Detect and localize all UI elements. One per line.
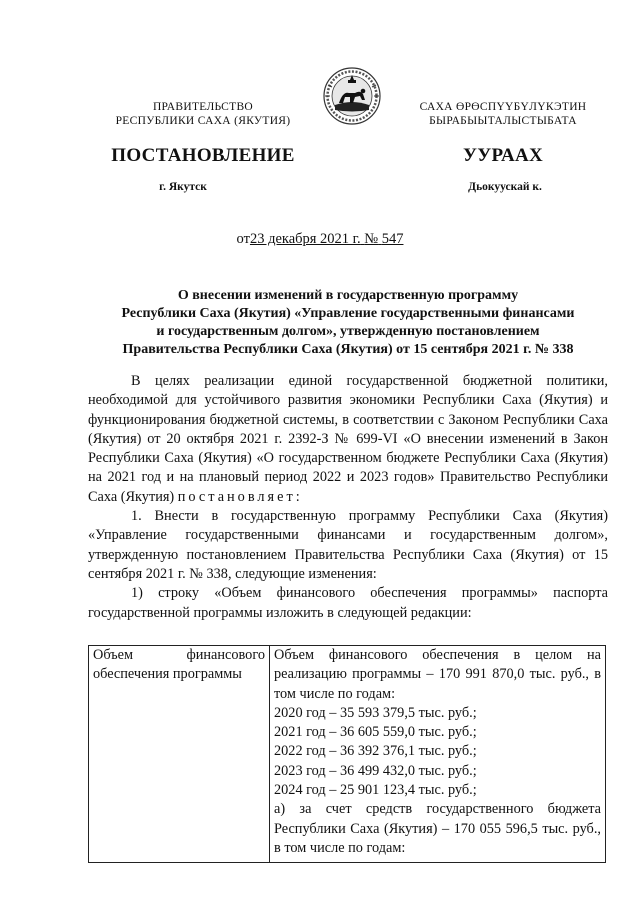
date-value: 23 декабря 2021 г. (249, 231, 361, 247)
funding-year-2021: 2021 год – 36 605 559,0 тыс. руб.; (274, 724, 477, 741)
document-title (88, 287, 608, 359)
title-line-2: Республики Саха (Якутия) «Управление государственными финансами (121, 306, 575, 321)
government-name-sakha (388, 100, 618, 128)
resolves-word: постановляет: (177, 488, 303, 505)
coat-of-arms-emblem-icon (322, 63, 382, 129)
number-label: № (364, 231, 379, 247)
subclause-1-paragraph: 1) строку «Объем финансового обеспечения программы» паспорта государственной программы изложить в следующей редакции: (88, 585, 608, 621)
funding-year-2020: 2020 год – 35 593 379,5 тыс. руб.; (274, 704, 477, 721)
header-right-line1: САХА ӨРӨСПҮҮБҮЛҮКЭТИН (419, 101, 587, 113)
table-cell-content (270, 646, 606, 863)
funding-year-2023: 2023 год – 36 499 432,0 тыс. руб.; (274, 762, 477, 779)
funding-year-2024: 2024 год – 25 901 123,4 тыс. руб.; (274, 782, 477, 799)
title-line-4: Правительства Республики Саха (Якутия) от 15 сентября 2021 г. № 338 (122, 342, 574, 357)
title-line-1: О внесении изменений в государственную программу (177, 288, 519, 303)
date-number-line (0, 231, 640, 248)
preamble-text: В целях реализации единой государственной бюджетной политики, необходимой для устойчивого развития экономики Республики Саха (Якутия) и функционирования бюджетной системы, в соответствии с Законом Республики Саха (Якутия) от 20 октября 2021 г. 2392-З № 699-VI «О внесении изменений в Закон Республики Саха (Якутия) «О государственном бюджете Республики Саха (Якутия) на 2021 год и на плановый период 2022 и 2023 годов» Правительство Республики Саха (Якутия) (88, 373, 608, 505)
funding-total: Объем финансового обеспечения в целом на реализацию программы – 170 991 870,0 тыс. руб., в том числе по годам: (274, 647, 601, 702)
funding-table (88, 645, 606, 863)
document-number: 547 (381, 231, 404, 247)
title-line-3: и государственным долгом», утвержденную постановлением (156, 324, 540, 339)
funding-state-budget: а) за счет средств государственного бюджета Республики Саха (Якутия) – 170 055 596,5 тыс. руб., в том числе по годам: (274, 801, 601, 856)
header-right-line2: БЫРАБЫЫТАЛЫСТЫБАТА (429, 115, 577, 127)
table-row (89, 646, 606, 863)
header-left-line1: ПРАВИТЕЛЬСТВО (152, 101, 254, 113)
document-body (88, 372, 608, 623)
header-left-line2: РЕСПУБЛИКИ САХА (ЯКУТИЯ) (115, 115, 291, 127)
doc-type-ru: ПОСТАНОВЛЕНИЕ (111, 145, 295, 166)
city-sakha: Дьокуускай к. (468, 181, 542, 193)
table-cell-label: Объем финансового обеспечения программы (89, 646, 270, 863)
clause-1-paragraph: 1. Внести в государственную программу Республики Саха (Якутия) «Управление государственными финансами и государственным долгом», утвержденную постановлением Правительства Республики Саха (Якутия) от 15 сентября 2021 г. № 338, следующие изменения: (88, 508, 608, 582)
doc-type-sakha: УУРААХ (462, 145, 544, 166)
preamble-paragraph (88, 372, 608, 507)
government-name-ru (88, 100, 318, 128)
city-ru: г. Якутск (159, 181, 207, 193)
funding-year-2022: 2022 год – 36 392 376,1 тыс. руб.; (274, 743, 477, 760)
date-prefix: от (236, 231, 250, 247)
